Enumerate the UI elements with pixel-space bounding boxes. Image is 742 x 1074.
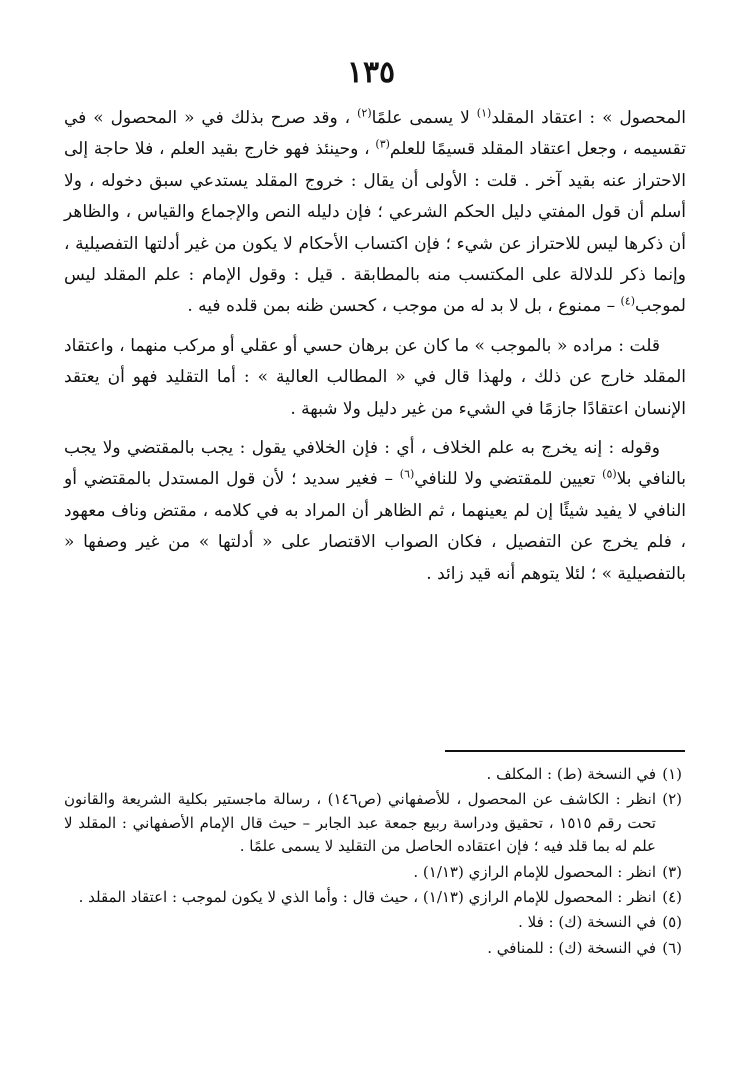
footnote-number: (١) xyxy=(662,765,682,783)
text-segment: لا يسمى علمًا xyxy=(371,108,477,128)
footnote-ref-5: (٥) xyxy=(602,467,617,481)
footnote-ref-6: (٦) xyxy=(399,467,415,481)
footnote-text: انظر : المحصول للإمام الرازي (١/١٣) . xyxy=(413,862,656,881)
footnote-6 xyxy=(64,937,682,960)
text-segment: وقوله : إنه يخرج به علم الخلاف ، أي : فإن الخلافي يقول : يجب بالمقتضي ولا يجب بالنافي بلا xyxy=(64,438,687,490)
text-segment: تعيين للمقتضي ولا للنافي xyxy=(414,469,603,490)
footnote-number: (٤) xyxy=(662,888,682,907)
text-segment: ، وحينئذ فهو خارج بقيد العلم ، فلا حاجة إلى الاحتراز عنه بقيد آخر . قلت : الأولى أن يقال : خروج المقلد يستدعي سبق دخوله ، ولا أسلم أن قول المفتي دليل الحكم الشرعي ؛ فإن دليله النص والإجماع والقياس ، والظاهر أن ذكرها ليس للاحتراز عن شيء ؛ فإن اكتساب الأحكام لا يكون من غير أدلتها التفصيلية ، وإنما ذكر للدلالة على المكتسب منه بالمطابقة . قيل : وقول الإمام : علم المقلد ليس لموجب xyxy=(64,139,686,317)
footnote-text: في النسخة (ك) : فلا . xyxy=(518,913,656,932)
footnote-ref-4: (٤) xyxy=(620,294,635,308)
footnote-3 xyxy=(64,861,682,884)
footnote-ref-1: (١) xyxy=(476,106,492,120)
footnote-1 xyxy=(64,763,682,786)
footnote-text: في النسخة (ط) : المكلف . xyxy=(486,765,656,783)
paragraph-2 xyxy=(64,331,686,425)
text-segment: قلت : مراده « بالموجب » ما كان عن برهان حسي أو عقلي أو مركب منهما ، واعتقاد المقلد خارج عن ذلك ، ولهذا قال في « المطالب العالية » : أما التقليد فهو أن يعتقد الإنسان اعتقادًا جازمًا في الشيء من غير دليل ولا شبهة . xyxy=(64,335,686,419)
text-segment: – ممنوع ، بل لا بد له من موجب ، كحسن ظنه بمن قلده فيه . xyxy=(187,296,621,317)
footnote-divider xyxy=(445,750,685,752)
footnote-text: انظر : المحصول للإمام الرازي (١/١٣) ، حيث قال : وأما الذي لا يكون لموجب : اعتقاد المقلد . xyxy=(78,888,656,907)
footnote-ref-2: (٢) xyxy=(357,106,372,120)
footnote-number: (٥) xyxy=(662,913,682,932)
footnote-text: في النسخة (ك) : للمنافي . xyxy=(487,938,656,957)
text-segment: – فغير سديد ؛ لأن قول المستدل بالمقتضي أو النافي لا يفيد شيئًا إن لم يعينهما ، ثم الظاهر أن المراد به في كلامه ، مقتض وناف معهود ، فلم يخرج عن التفصيل ، فكان الصواب الاقتصار على « أدلتها » من غير وصفها « بالتفصيلية » ؛ لئلا يتوهم أنه قيد زائد . xyxy=(64,469,686,584)
footnote-number: (٢) xyxy=(662,790,682,809)
footnote-4 xyxy=(64,886,682,909)
text-segment: ، وقد صرح بذلك في « المحصول » في تقسيمه ، وجعل اعتقاد المقلد قسيمًا للعلم xyxy=(64,108,686,160)
page-number: ١٣٥ xyxy=(346,55,396,90)
main-text xyxy=(64,103,686,590)
text-segment: المحصول » : اعتقاد المقلد xyxy=(491,108,686,128)
footnote-number: (٣) xyxy=(662,862,682,881)
footnote-number: (٦) xyxy=(662,938,682,957)
footnotes xyxy=(64,763,682,962)
footnote-5 xyxy=(64,911,682,934)
footnote-text: انظر : الكاشف عن المحصول ، للأصفهاني (ص١٤٦) ، رسالة ماجستير بكلية الشريعة والقانون تحت رقم ١٥١٥ ، تحقيق ودراسة ربيع جمعة عبد الجابر – حيث قال الإمام الأصفهاني : المقلد لا علم له بما قلد فيه ؛ فإن اعتقاده الحاصل من التقليد لا يسمى علمًا . xyxy=(64,790,656,856)
paragraph-1 xyxy=(64,103,686,323)
footnote-2 xyxy=(64,788,682,858)
footnote-ref-3: (٣) xyxy=(375,137,390,151)
paragraph-3 xyxy=(64,433,686,590)
